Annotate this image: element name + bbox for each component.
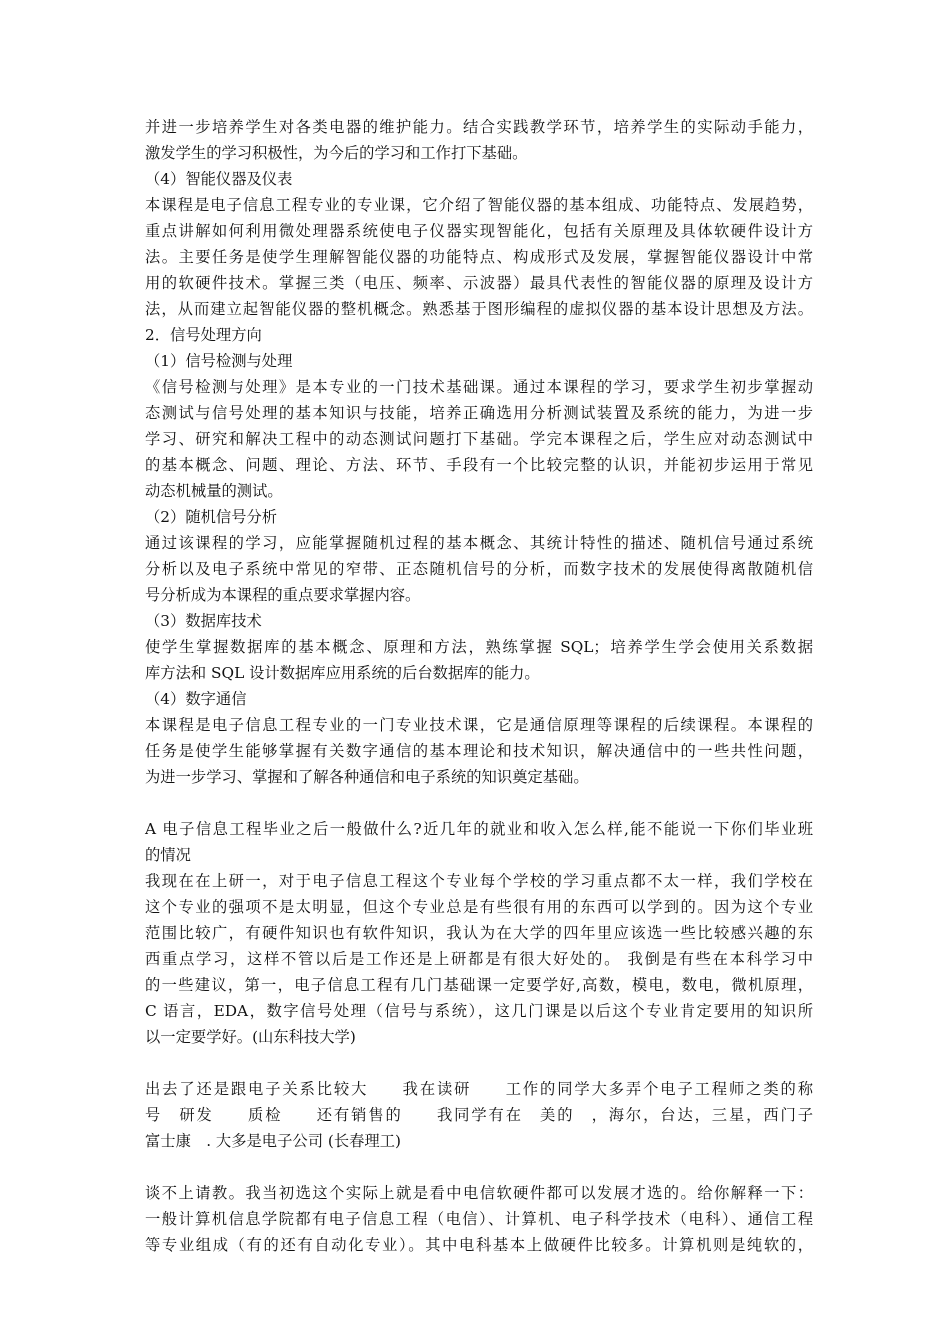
text-line: 通过该课程的学习，应能掌握随机过程的基本概念、其统计特性的描述、随机信号通过系统 — [145, 534, 813, 552]
text-line: （4）数字通信 — [145, 690, 247, 708]
text-line: 的基本概念、问题、理论、方法、环节、手段有一个比较完整的认识，并能初步运用于常见 — [145, 456, 813, 474]
text-line: 分析以及电子系统中常见的窄带、正态随机信号的分析，而数字技术的发展使得离散随机信 — [145, 560, 813, 578]
text-line: （2）随机信号分析 — [145, 508, 278, 526]
text-line: 本课程是电子信息工程专业的一门专业技术课，它是通信原理等课程的后续课程。本课程的 — [145, 716, 813, 734]
text-line: 法。主要任务是使学生理解智能仪器的功能特点、构成形式及发展，掌握智能仪器设计中常 — [145, 248, 813, 266]
text-line: C 语言，EDA，数字信号处理（信号与系统），这几门课是以后这个专业肯定要用的知识所 — [145, 1002, 813, 1020]
text-line: 以一定要学好。(山东科技大学) — [145, 1028, 356, 1046]
text-line: 学习、研究和解决工程中的动态测试问题打下基础。学完本课程之后，学生应对动态测试中 — [145, 430, 813, 448]
text-line: 用的软硬件技术。掌握三类（电压、频率、示波器）最具代表性的智能仪器的原理及设计方 — [145, 274, 813, 292]
text-line: 等专业组成（有的还有自动化专业）。其中电科基本上做硬件比较多。计算机则是纯软的， — [145, 1236, 813, 1254]
blank-line — [145, 1050, 813, 1076]
text-line: 使学生掌握数据库的基本概念、原理和方法，熟练掌握 SQL；培养学生学会使用关系数据 — [145, 638, 813, 656]
text-line: 动态机械量的测试。 — [145, 482, 283, 500]
text-line: （3）数据库技术 — [145, 612, 262, 630]
text-line: 我现在在上研一，对于电子信息工程这个专业每个学校的学习重点都不太一样，我们学校在 — [145, 872, 813, 890]
text-line: 这个专业的强项不是太明显，但这个专业总是有些很有用的东西可以学到的。因为这个专业 — [145, 898, 813, 916]
text-line: 法，从而建立起智能仪器的整机概念。熟悉基于图形编程的虚拟仪器的基本设计思想及方法。 — [145, 300, 813, 318]
text-line: 号 研发 质检 还有销售的 我同学有在 美的 ，海尔，台达，三星，西门子 — [145, 1106, 813, 1124]
text-line: （1）信号检测与处理 — [145, 352, 293, 370]
text-line: 任务是使学生能够掌握有关数字通信的基本理论和技术知识，解决通信中的一些共性问题， — [145, 742, 813, 760]
blank-line — [145, 1154, 813, 1180]
text-line: 西重点学习，这样不管以后是工作还是上研都是有很大好处的。 我倒是有些在本科学习中 — [145, 950, 813, 968]
text-line: 库方法和 SQL 设计数据库应用系统的后台数据库的能力。 — [145, 664, 540, 682]
text-line: 并进一步培养学生对各类电器的维护能力。结合实践教学环节，培养学生的实际动手能力， — [145, 118, 813, 136]
text-line: 的情况 — [145, 846, 191, 864]
text-line: 《信号检测与处理》是本专业的一门技术基础课。通过本课程的学习，要求学生初步掌握动 — [145, 378, 813, 396]
text-line: 谈不上请教。我当初选这个实际上就是看中电信软硬件都可以发展才选的。给你解释一下： — [145, 1184, 813, 1202]
text-line: A 电子信息工程毕业之后一般做什么?近几年的就业和收入怎么样,能不能说一下你们毕业班 — [145, 820, 813, 838]
text-line: 重点讲解如何利用微处理器系统使电子仪器实现智能化，包括有关原理及具体软硬件设计方 — [145, 222, 813, 240]
text-line: 为进一步学习、掌握和了解各种通信和电子系统的知识奠定基础。 — [145, 768, 589, 786]
text-line: 出去了还是跟电子关系比较大 我在读研 工作的同学大多弄个电子工程师之类的称 — [145, 1080, 813, 1098]
text-line: 本课程是电子信息工程专业的专业课，它介绍了智能仪器的基本组成、功能特点、发展趋势， — [145, 196, 813, 214]
text-line: 的一些建议，第一，电子信息工程有几门基础课一定要学好,高数，模电，数电，微机原理， — [145, 976, 813, 994]
text-line: 范围比较广，有硬件知识也有软件知识，我认为在大学的四年里应该选一些比较感兴趣的东 — [145, 924, 813, 942]
text-line: 态测试与信号处理的基本知识与技能，培养正确选用分析测试装置及系统的能力，为进一步 — [145, 404, 813, 422]
text-line: 富士康 . 大多是电子公司 (长春理工) — [145, 1132, 401, 1150]
text-line: （4）智能仪器及仪表 — [145, 170, 293, 188]
text-line: 号分析成为本课程的重点要求掌握内容。 — [145, 586, 421, 604]
text-line: 激发学生的学习积极性，为今后的学习和工作打下基础。 — [145, 144, 528, 162]
text-line: 2．信号处理方向 — [145, 326, 262, 344]
blank-line — [145, 790, 813, 816]
text-line: 一般计算机信息学院都有电子信息工程（电信）、计算机、电子科学技术（电科）、通信工程 — [145, 1210, 813, 1228]
